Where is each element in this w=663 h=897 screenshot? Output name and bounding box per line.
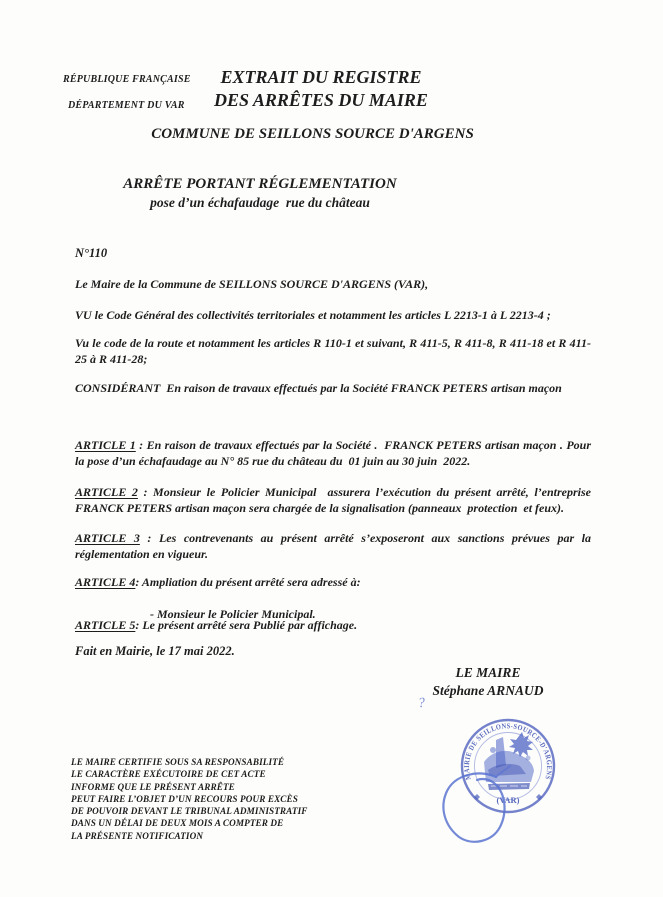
signature-block — [377, 664, 599, 700]
recital-considerant: CONSIDÉRANT En raison de travaux effectués par la Société FRANCK PETERS artisan maçon — [75, 381, 562, 395]
stamp-ring-text: MAIRIE DE SEILLONS-SOURCE-D'ARGENS — [461, 721, 555, 782]
article-2 — [75, 485, 594, 517]
decree-number: N°110 — [75, 246, 108, 260]
article-4-label: ARTICLE 4 — [75, 575, 136, 589]
signature-name: Stéphane ARNAUD — [432, 683, 544, 698]
footer-line: PEUT FAIRE L’OBJET D’UN RECOURS POUR EXCÈS — [71, 793, 298, 804]
footer-line: LE CARACTÈRE EXÉCUTOIRE DE CET ACTE — [71, 769, 266, 780]
article-2-text: : Monsieur le Policier Municipal assurera l’exécution du présent arrêté, l’entreprise FRANCK PETERS artisan maçon sera chargée de la signalisation (panneaux protection et feux). — [75, 485, 594, 515]
departement-label: DÉPARTEMENT DU VAR — [68, 100, 185, 111]
article-3-label: ARTICLE 3 — [75, 531, 140, 545]
article-5 — [75, 618, 591, 634]
article-2-label: ARTICLE 2 — [75, 485, 138, 499]
article-1-text: : En raison de travaux effectués par la Société . FRANCK PETERS artisan maçon . Pour la pose d’un échafaudage au N° 85 rue du château du 01 juin au 30 juin 2022. — [75, 438, 594, 468]
footer-line: LA PRÉSENTE NOTIFICATION — [71, 830, 204, 841]
registre-title-line1: EXTRAIT DU REGISTRE — [220, 67, 422, 87]
certification-footer — [71, 756, 308, 842]
intro-line: Le Maire de la Commune de SEILLONS SOURCE D'ARGENS (VAR), — [75, 277, 429, 291]
footer-line: LE MAIRE CERTIFIE SOUS SA RESPONSABILITÉ — [71, 757, 285, 767]
recital-vu-code-general: VU le Code Général des collectivités territoriales et notamment les articles L 2213-1 à L 2213-4 ; — [75, 308, 551, 322]
republique-francaise-label: RÉPUBLIQUE FRANÇAISE — [63, 74, 191, 85]
handwritten-signature — [428, 758, 523, 853]
article-4-sub-item: - Monsieur le Policier Municipal. — [150, 606, 316, 621]
article-3-text: : Les contrevenants au présent arrêté s’exposeront aux sanctions prévues par la réglementation en vigueur. — [75, 531, 594, 561]
footer-line: INFORME QUE LE PRÉSENT ARRÊTE — [71, 781, 235, 792]
footer-line: DE POUVOIR DEVANT LE TRIBUNAL ADMINISTRATIF — [71, 806, 308, 817]
ink-question-mark: ? — [417, 695, 426, 712]
stamp-bottom-text: (VAR) — [496, 795, 520, 805]
decree-subject-line2: pose d’un échafaudage rue du château — [150, 195, 370, 210]
article-4-text: : Ampliation du présent arrêté sera adressé à: — [135, 575, 361, 589]
footer-line: DANS UN DÉLAI DE DEUX MOIS A COMPTER DE — [71, 818, 284, 829]
decree-subject-line1: ARRÊTE PORTANT RÉGLEMENTATION — [123, 176, 397, 192]
article-5-text: : Le présent arrêté sera Publié par affichage. — [135, 618, 358, 632]
article-3 — [75, 531, 594, 563]
closing-date-line: Fait en Mairie, le 17 mai 2022. — [75, 644, 235, 658]
decree-subject — [94, 174, 426, 211]
article-4 — [75, 575, 591, 654]
registre-title — [205, 66, 437, 112]
article-1 — [75, 438, 594, 470]
registre-title-line2: DES ARRÊTES DU MAIRE — [214, 90, 428, 110]
article-5-label: ARTICLE 5 — [75, 618, 136, 632]
signature-title: LE MAIRE — [455, 665, 521, 680]
recital-vu-code-route: Vu le code de la route et notamment les articles R 110-1 et suivant, R 411-5, R 411-8, R 411-18 et R 411-25 à R 411-28; — [75, 336, 591, 366]
commune-title: COMMUNE DE SEILLONS SOURCE D'ARGENS — [151, 126, 474, 142]
article-1-label: ARTICLE 1 — [75, 438, 136, 452]
